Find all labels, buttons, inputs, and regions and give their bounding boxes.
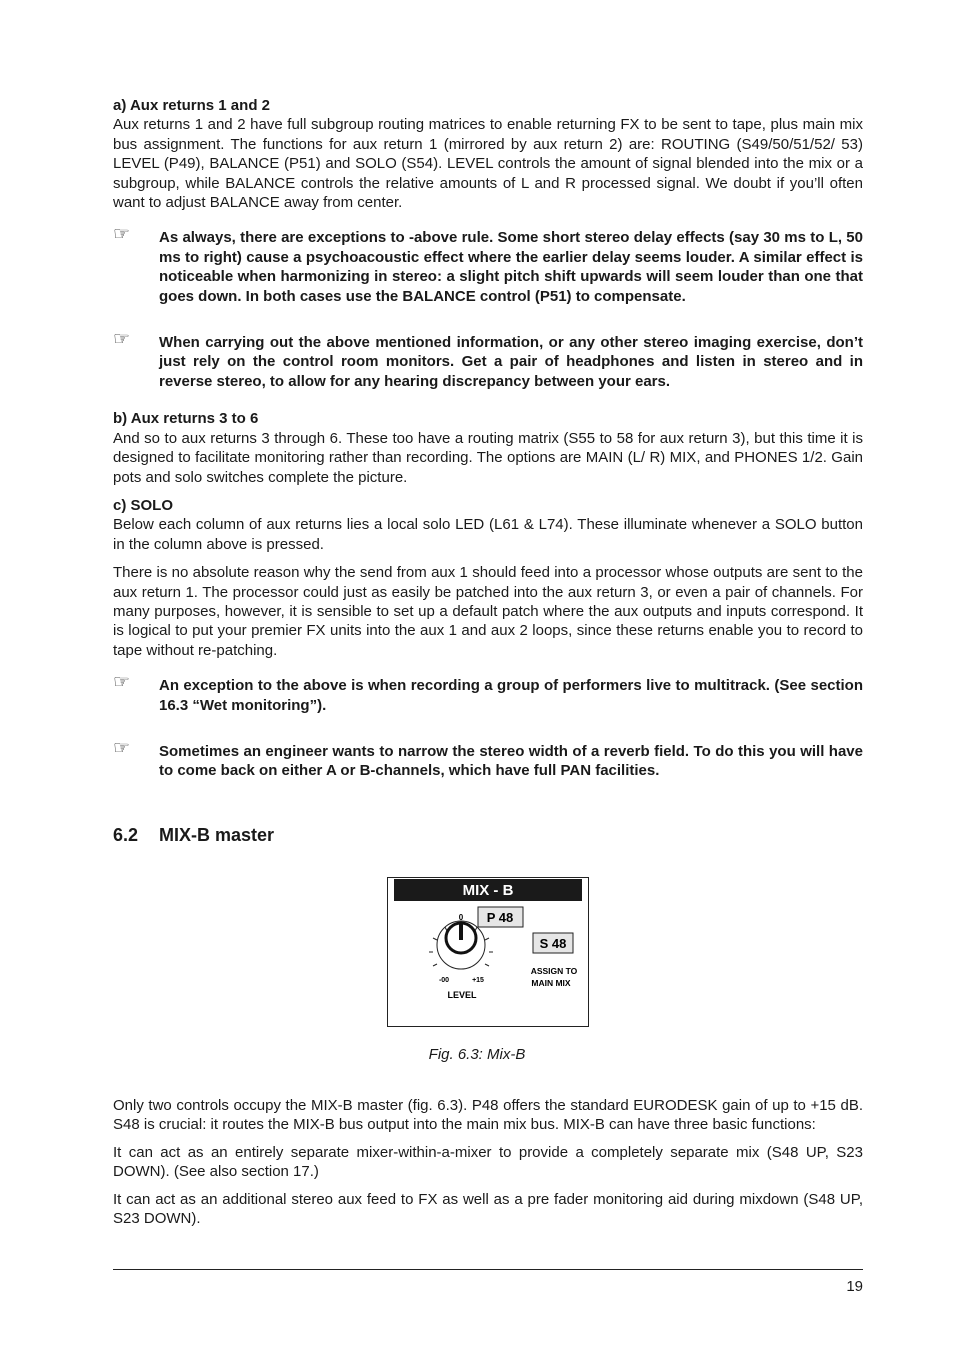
note-text: An exception to the above is when recording a group of performers live to multitrack. (See section 16.3 “Wet monitoring”). [159,677,863,714]
footer-rule [113,1269,863,1270]
note-text: When carrying out the above mentioned information, or any other stereo imaging exercise, don’t just rely on the control room monitors. Get a pair of headphones and listen in stereo and in reverse stereo, to allow for any hearing discrepancy between your ears. [159,334,863,390]
assign-label-line1: ASSIGN TO [530,966,578,976]
heading-solo: c) SOLO [113,496,174,514]
heading-aux-returns-3-6: b) Aux returns 3 to 6 [113,410,259,428]
heading-aux-returns-1-2: a) Aux returns 1 and 2 [113,97,270,114]
paragraph-solo-2: There is no absolute reason why the send from aux 1 should feed into a processor whose outputs are sent to the aux return 1. The processor could just as easily be patched into the aux return 3, or even a pair of channels. For many purposes, however, it is sensible to set up a default patch where the aux outputs and inputs correspond. It is logical to put your premier FX units into the aux 1 and aux 2 loops, since these returns enable you to record to tape without re-patching. [113,564,863,659]
section-heading-mix-b [113,824,863,846]
p48-tag: P 48 [486,910,514,925]
paragraph-mix-b-3: It can act as an additional stereo aux feed to FX as well as a pre fader monitoring aid during mixdown (S48 UP, S23 DOWN). [113,1190,863,1228]
pointing-hand-icon: ☞ [113,737,131,759]
page-number: 19 [846,1278,863,1295]
note-headphones [113,329,863,391]
note-text: Sometimes an engineer wants to narrow the stereo width of a reverb field. To do this you will have to come back on either A or B-channels, which have full PAN facilities. [159,742,863,780]
section-number: 6.2 [113,824,139,845]
knob-max-label: +15 [472,977,484,984]
level-label: LEVEL [447,990,477,1000]
note-text: As always, there are exceptions to -above rule. Some short stereo delay effects (say 30 ms to L, 50 ms to right) cause a psychoacoustic effect where the earlier delay seems louder. A similar effect is noticeable when harmonizing in stereo: a slight pitch shift upwards will seem louder than one that goes down. In both cases use the BALANCE control (P51) to compensate. [159,229,863,305]
paragraph-solo-1: Below each column of aux returns lies a local solo LED (L61 & L74). These illuminate whenever a SOLO button in the column above is pressed. [113,516,863,553]
s48-tag: S 48 [539,936,567,951]
pointing-hand-icon: ☞ [113,672,131,694]
paragraph-mix-b-1: Only two controls occupy the MIX-B master (fig. 6.3). P48 offers the standard EURODESK gain of up to +15 dB. S48 is crucial: it routes the MIX-B bus output into the main mix bus. MIX-B can have three basic functions: [113,1097,863,1134]
panel-header-text: MIX - B [462,882,514,899]
figure-caption: Fig. 6.3: Mix-B [428,1046,526,1063]
assign-label-line2: MAIN MIX [531,978,571,988]
pointing-hand-icon: ☞ [113,224,131,246]
section-title: MIX-B master [159,824,275,845]
paragraph-aux-returns-3-6: And so to aux returns 3 through 6. These too have a routing matrix (S55 to 58 for aux return 3), but this time it is designed to facilitate monitoring rather than recording. The options are MAIN (L/ R) MIX, and PHONES 1/2. Gain pots and solo switches complete the picture. [113,429,863,486]
pointing-hand-icon: ☞ [113,329,131,351]
paragraph-mix-b-2: It can act as an entirely separate mixer-within-a-mixer to provide a completely separate mix (S48 UP, S23 DOWN). (See also section 17.) [113,1143,863,1181]
note-exception [113,672,863,715]
figure-mix-b [387,877,589,1027]
knob-min-label: -00 [438,977,450,984]
mix-b-text [113,1096,863,1228]
note-stereo-width [113,737,863,781]
knob-zero-label: 0 [458,913,464,922]
note-balance [113,224,863,306]
mix-b-panel-drawing [388,878,588,1026]
page-content [113,96,863,846]
paragraph-aux-returns-1-2: Aux returns 1 and 2 have full subgroup routing matrices to enable returning FX to be sent to tape, plus main mix bus assignment. The functions for aux return 1 (mirrored by aux return 2) are: ROUTING (S49/50/51/52/ 53) LEVEL (P49), BALANCE (P51) and SOLO (S54). LEVEL controls the amount of signal blended into the mix or a subgroup, while BALANCE controls the relative amounts of L and R processed signal. We doubt if you’ll often want to adjust BALANCE away from center. [113,116,863,212]
